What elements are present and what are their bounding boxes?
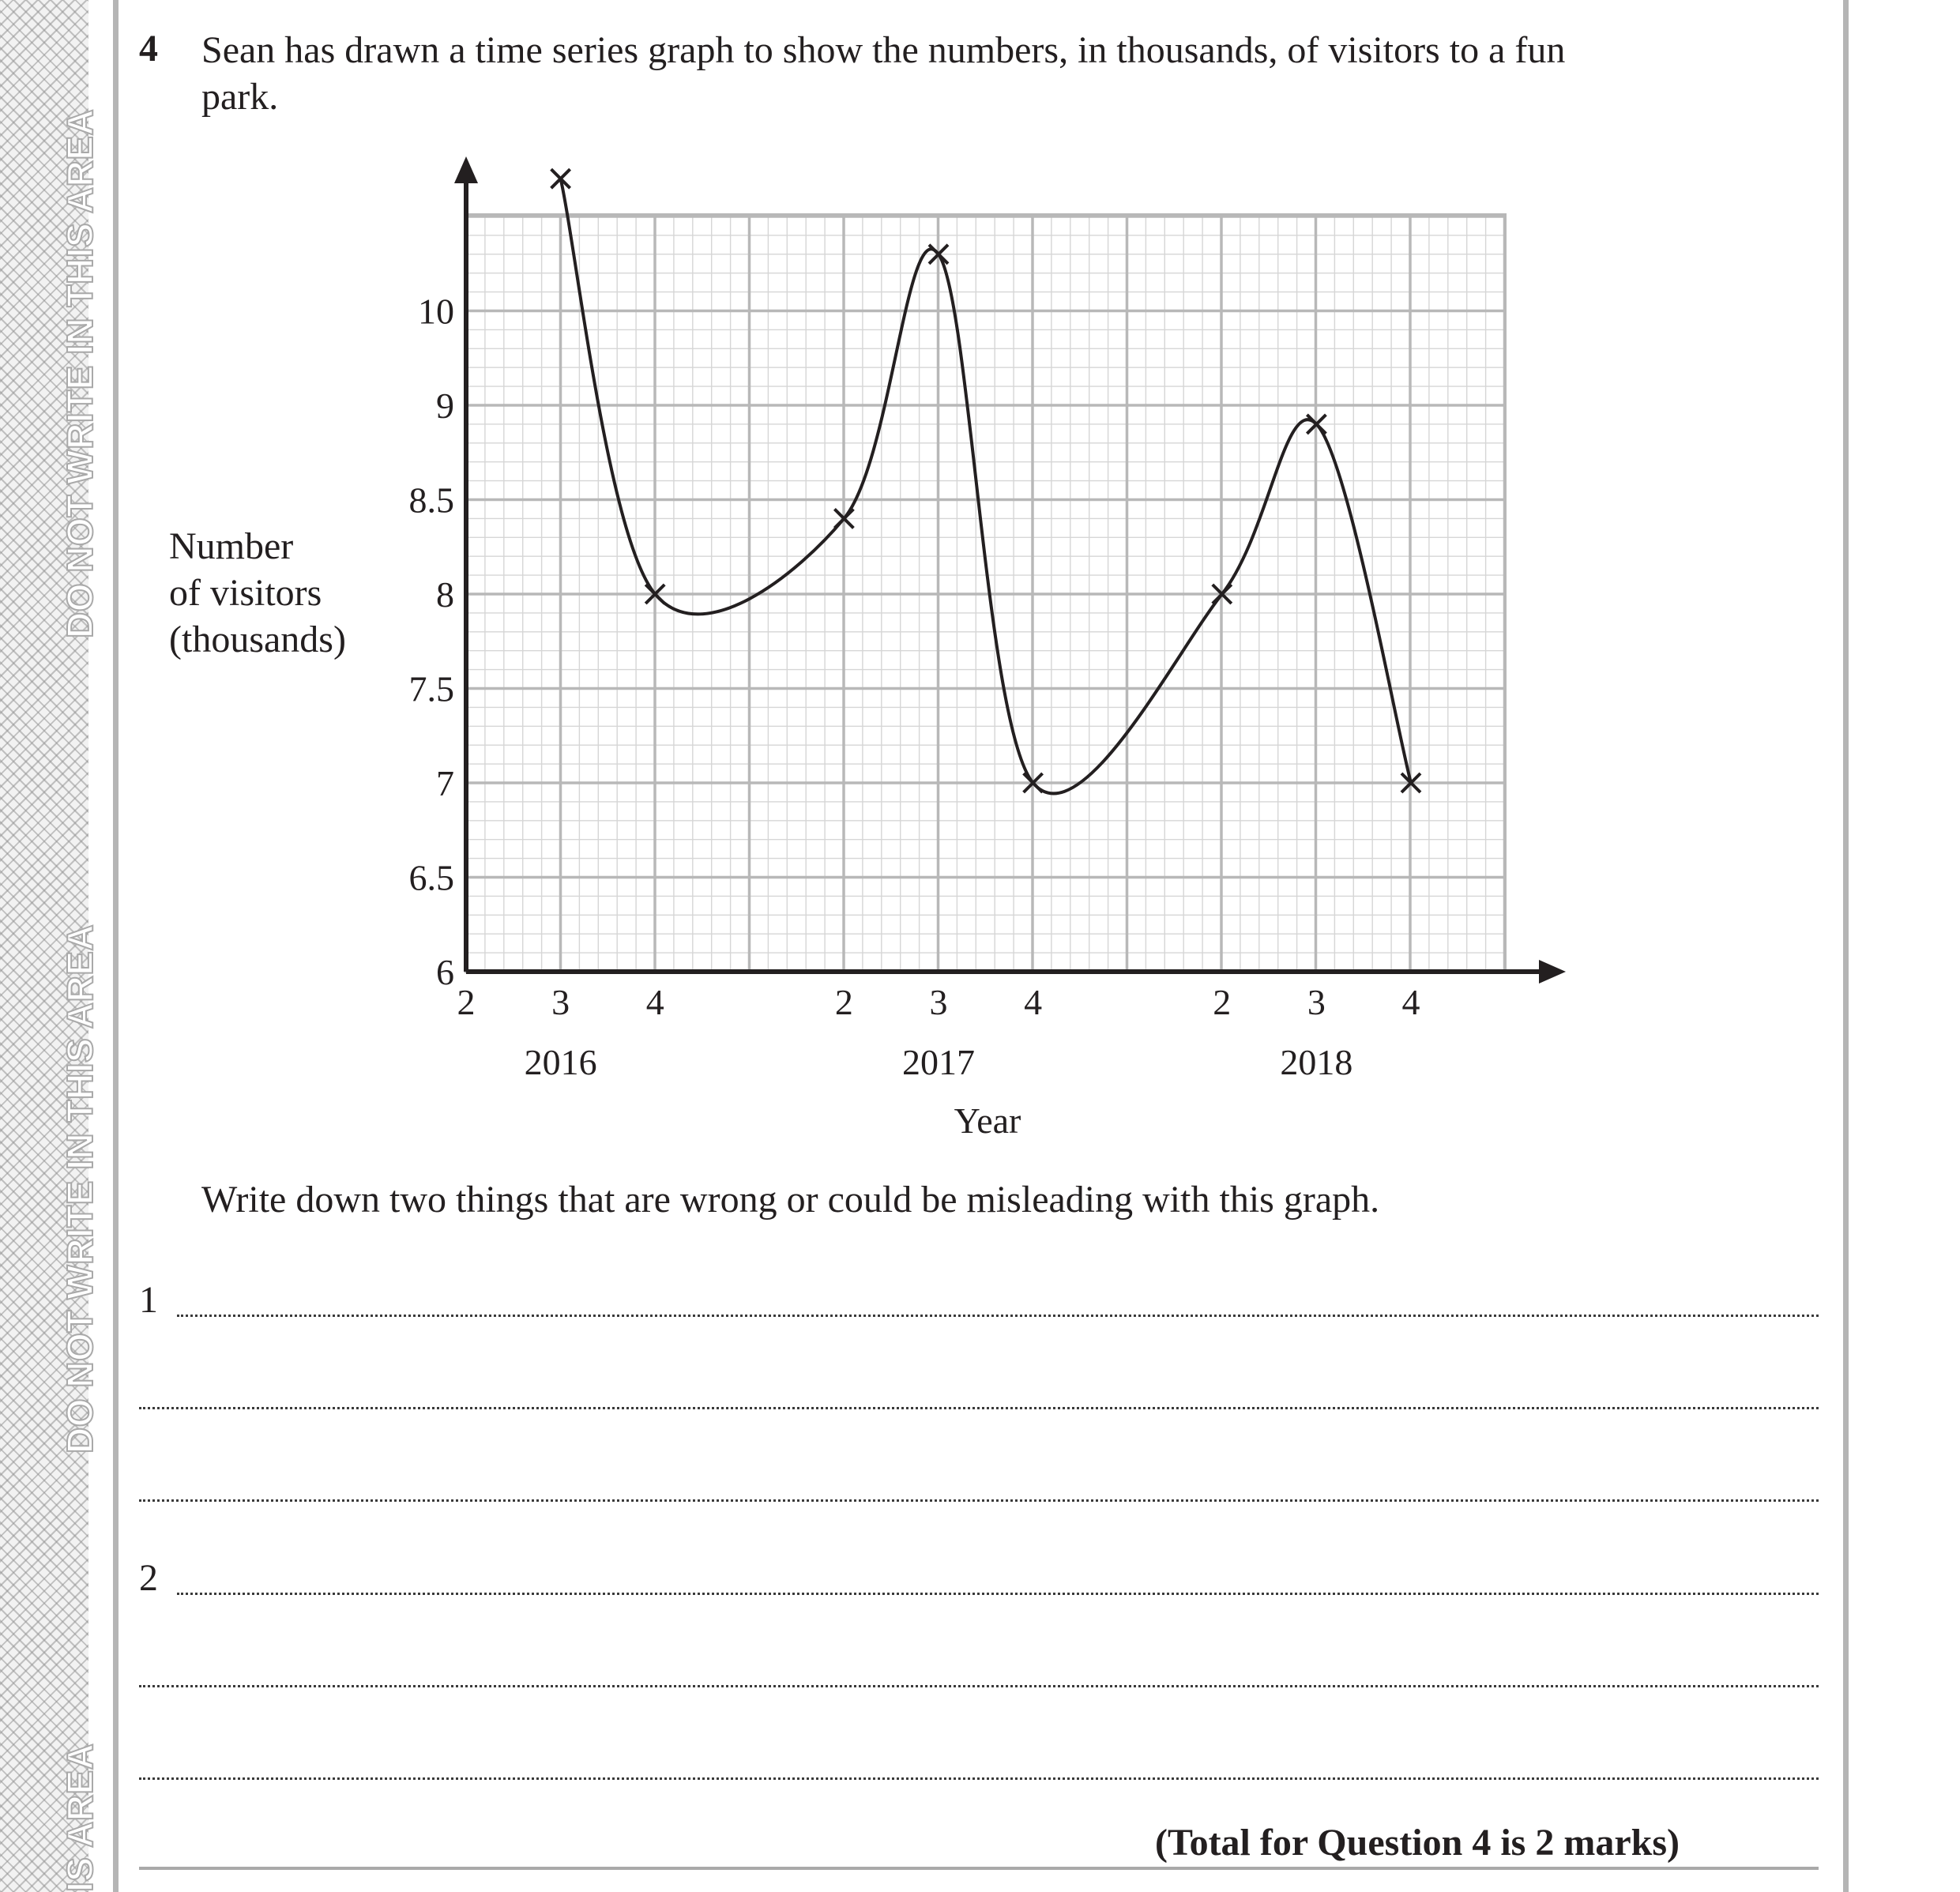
margin-warning-label: DO NOT WRITE IN THIS AREA bbox=[59, 923, 100, 1454]
x-tick-label: 3 bbox=[551, 982, 570, 1022]
answer-line[interactable] bbox=[177, 1315, 1819, 1317]
year-label: 2017 bbox=[902, 1042, 975, 1082]
margin-warning-label: IS AREA bbox=[59, 1743, 100, 1892]
y-tick-label: 8.5 bbox=[408, 480, 454, 521]
x-axis-arrow bbox=[1539, 960, 1566, 984]
y-tick-label: 10 bbox=[418, 291, 454, 332]
y-tick-label: 8 bbox=[436, 574, 454, 615]
y-axis-label-line: Number bbox=[169, 525, 294, 567]
y-axis-arrow bbox=[454, 156, 478, 183]
x-tick-label: 4 bbox=[645, 982, 664, 1022]
x-tick-label: 3 bbox=[1307, 982, 1326, 1022]
y-tick-label: 7 bbox=[436, 763, 454, 803]
y-tick-label: 6 bbox=[436, 952, 454, 992]
answer-number: 2 bbox=[139, 1557, 158, 1599]
answer-line[interactable] bbox=[177, 1593, 1819, 1595]
year-label: 2018 bbox=[1280, 1042, 1353, 1082]
year-label: 2016 bbox=[524, 1042, 597, 1082]
question-number: 4 bbox=[139, 28, 158, 70]
x-tick-label: 2 bbox=[1213, 982, 1232, 1022]
answer-line[interactable] bbox=[139, 1499, 1819, 1502]
x-tick-label: 2 bbox=[457, 982, 476, 1022]
y-tick-label: 7.5 bbox=[408, 668, 454, 709]
x-tick-label: 4 bbox=[1024, 982, 1043, 1022]
x-axis-label: Year bbox=[954, 1100, 1021, 1141]
x-tick-label: 4 bbox=[1401, 982, 1420, 1022]
x-tick-label: 2 bbox=[834, 982, 853, 1022]
y-tick-label: 6.5 bbox=[408, 857, 454, 898]
y-tick-label: 9 bbox=[436, 386, 454, 426]
answer-line[interactable] bbox=[139, 1777, 1819, 1780]
x-tick-label: 3 bbox=[929, 982, 948, 1022]
answer-line[interactable] bbox=[139, 1685, 1819, 1687]
instruction-text: Write down two things that are wrong or could be misleading with this graph. bbox=[201, 1179, 1380, 1221]
y-axis-label-line: (thousands) bbox=[169, 619, 346, 660]
y-axis-label-line: of visitors bbox=[169, 572, 322, 614]
answer-number: 1 bbox=[139, 1279, 158, 1321]
question-text: Sean has drawn a time series graph to show the numbers, in thousands, of visitors to a fun park. bbox=[201, 29, 1566, 118]
bottom-rule bbox=[139, 1867, 1819, 1870]
total-marks: (Total for Question 4 is 2 marks) bbox=[1154, 1822, 1680, 1864]
answer-line[interactable] bbox=[139, 1407, 1819, 1409]
margin-warning-label: DO NOT WRITE IN THIS AREA bbox=[59, 108, 100, 638]
series-line bbox=[561, 179, 1411, 793]
